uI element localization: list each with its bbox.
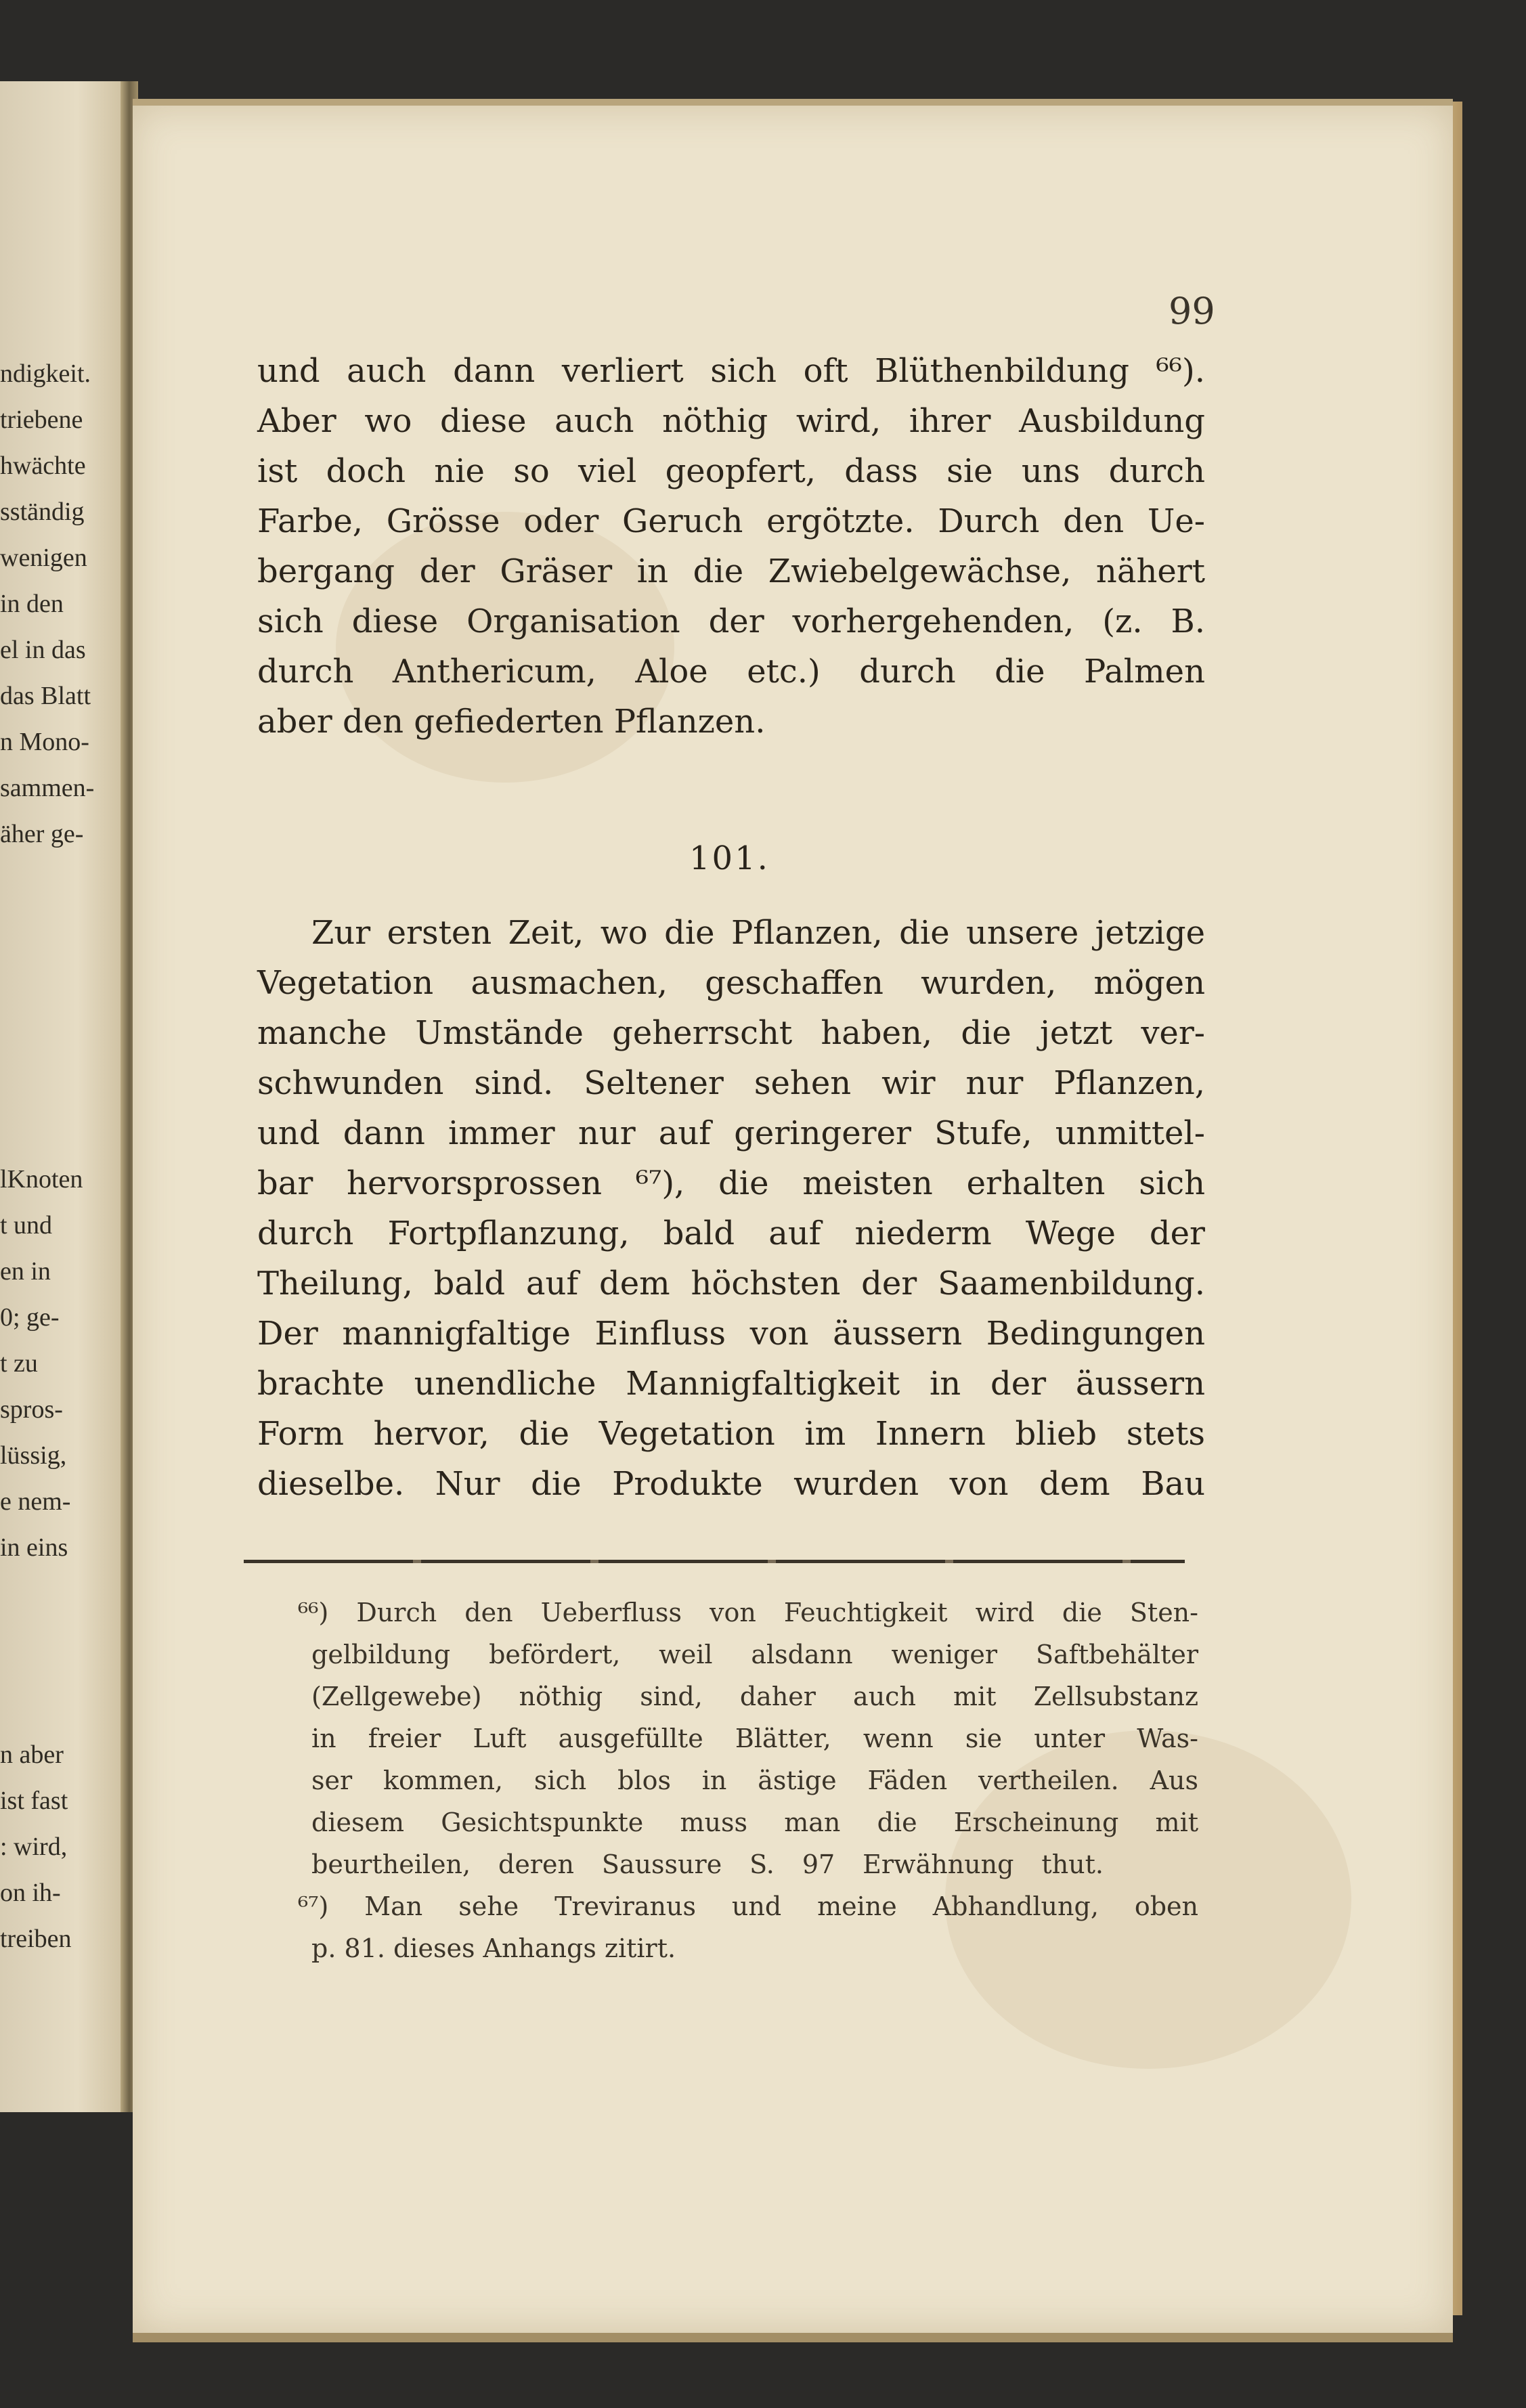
- text-line: bar hervorsprossen ⁶⁷), die meisten erhalten sich: [257, 1164, 1205, 1202]
- text-line: und auch dann verliert sich oft Blüthenbildung ⁶⁶).: [257, 352, 1205, 390]
- text-line: schwunden sind. Seltener sehen wir nur Pflanzen,: [257, 1064, 1205, 1102]
- footnote-separator: [244, 1560, 1185, 1563]
- left-page-line: äher ge-: [0, 820, 84, 848]
- left-page-line: n Mono-: [0, 728, 89, 756]
- left-page-line: lüssig,: [0, 1441, 67, 1470]
- footnote-line: (Zellgewebe) nöthig sind, daher auch mit Zellsubstanz: [311, 1682, 1198, 1711]
- left-page-line: ndigkeit.: [0, 359, 91, 388]
- left-page-line: on ih-: [0, 1879, 61, 1907]
- footnote-line: p. 81. dieses Anhangs zitirt.: [311, 1933, 676, 1963]
- text-line: bergang der Gräser in die Zwiebelgewächse, nähert: [257, 552, 1205, 590]
- left-page-line: el in das: [0, 636, 86, 664]
- left-page-line: lKnoten: [0, 1165, 83, 1194]
- footnote-line: diesem Gesichtspunkte muss man die Erscheinung mit: [311, 1808, 1198, 1837]
- text-line: Der mannigfaltige Einfluss von äussern Bedingungen: [257, 1315, 1205, 1353]
- text-line: ist doch nie so viel geopfert, dass sie uns durch: [257, 452, 1205, 490]
- text-line: sich diese Organisation der vorhergehenden, (z. B.: [257, 603, 1205, 640]
- text-line: manche Umstände geherrscht haben, die jetzt ver-: [257, 1014, 1205, 1052]
- text-line: aber den gefiederten Pflanzen.: [257, 703, 766, 741]
- footnote-line: ser kommen, sich blos in ästige Fäden vertheilen. Aus: [311, 1766, 1198, 1795]
- left-page-line: sständig: [0, 498, 85, 526]
- left-page-line: n aber: [0, 1741, 64, 1769]
- left-page-line: 0; ge-: [0, 1303, 60, 1332]
- previous-page-fragment: [0, 81, 129, 2112]
- text-line: Form hervor, die Vegetation im Innern blieb stets: [257, 1415, 1205, 1453]
- left-page-line: spros-: [0, 1395, 63, 1424]
- footnote-line: in freier Luft ausgefüllte Blätter, wenn sie unter Was-: [311, 1724, 1198, 1753]
- left-page-line: in eins: [0, 1533, 68, 1562]
- left-page-line: : wird,: [0, 1833, 68, 1861]
- text-line: Aber wo diese auch nöthig wird, ihrer Ausbildung: [257, 402, 1205, 440]
- left-page-line: ist fast: [0, 1787, 68, 1815]
- left-page-line: treiben: [0, 1925, 72, 1953]
- left-page-line: hwächte: [0, 452, 86, 480]
- left-page-line: triebene: [0, 406, 83, 434]
- text-line: Zur ersten Zeit, wo die Pflanzen, die unsere jetzige: [311, 914, 1205, 952]
- left-page-line: in den: [0, 590, 64, 618]
- section-number: 101.: [689, 839, 770, 877]
- text-line: Farbe, Grösse oder Geruch ergötzte. Durch den Ue-: [257, 502, 1205, 540]
- left-page-line: e nem-: [0, 1487, 71, 1516]
- left-page-line: das Blatt: [0, 682, 91, 710]
- text-line: durch Anthericum, Aloe etc.) durch die Palmen: [257, 653, 1205, 691]
- footnote-line: ⁶⁶) Durch den Ueberfluss von Feuchtigkeit wird die Sten-: [298, 1598, 1198, 1627]
- left-page-line: sammen-: [0, 774, 95, 802]
- footnote-line: gelbildung befördert, weil alsdann weniger Saftbehälter: [311, 1640, 1198, 1669]
- footnote-line: ⁶⁷) Man sehe Treviranus und meine Abhandlung, oben: [298, 1891, 1198, 1921]
- page-number: 99: [1169, 290, 1215, 332]
- footnote-line: beurtheilen, deren Saussure S. 97 Erwähnung thut.: [311, 1849, 1104, 1879]
- left-page-line: wenigen: [0, 544, 87, 572]
- left-page-line: en in: [0, 1257, 51, 1286]
- text-line: Vegetation ausmachen, geschaffen wurden, mögen: [257, 964, 1205, 1002]
- text-line: und dann immer nur auf geringerer Stufe, unmittel-: [257, 1114, 1205, 1152]
- text-line: dieselbe. Nur die Produkte wurden von dem Bau: [257, 1465, 1205, 1503]
- text-line: durch Fortpflanzung, bald auf niederm Wege der: [257, 1214, 1205, 1252]
- left-page-line: t und: [0, 1211, 53, 1240]
- left-page-line: t zu: [0, 1349, 38, 1378]
- text-line: Theilung, bald auf dem höchsten der Saamenbildung.: [257, 1265, 1205, 1302]
- text-line: brachte unendliche Mannigfaltigkeit in der äussern: [257, 1365, 1205, 1403]
